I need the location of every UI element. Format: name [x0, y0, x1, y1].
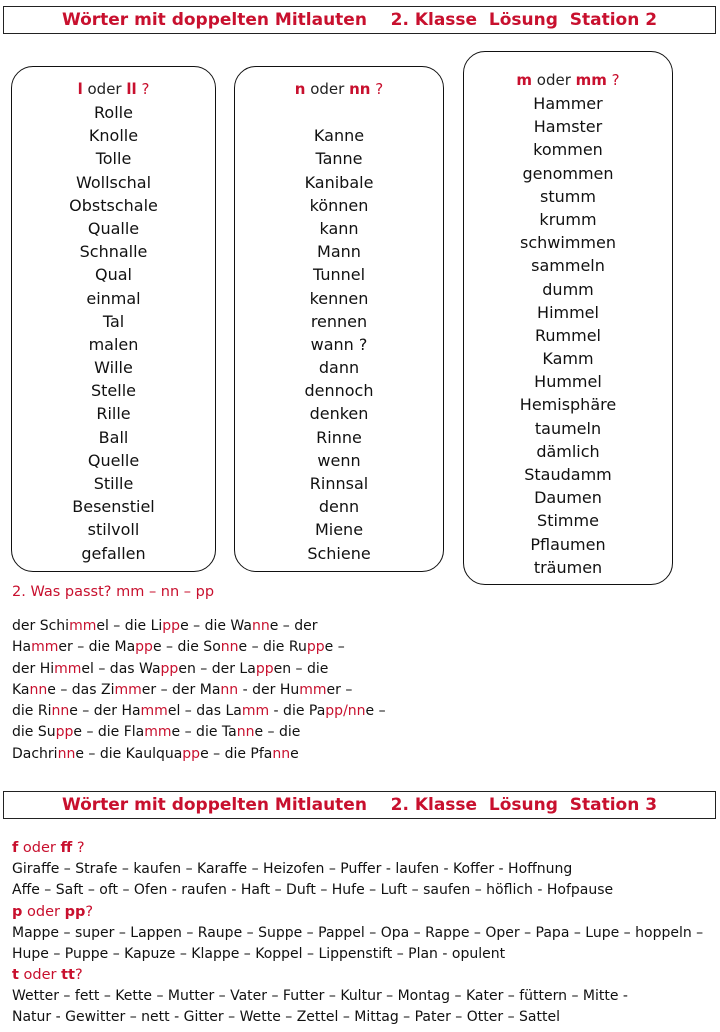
word-item: Hummel	[534, 372, 602, 392]
word-item: denn	[318, 497, 360, 517]
word-item: Tal	[102, 311, 125, 331]
word-item: Tanne	[315, 149, 363, 169]
group-line: Affe – Saft – oft – Ofen - raufen - Haft – Duft – Hufe – Luft – saufen – höflich - Hofpause	[12, 882, 614, 899]
highlighted-letters: nn	[57, 745, 76, 762]
word-list	[235, 101, 443, 565]
answer-text: e – die Ru	[238, 639, 307, 656]
word-item: gefallen	[81, 543, 146, 563]
answer-text: e –	[365, 703, 386, 720]
highlighted-letters: pp	[306, 639, 325, 656]
word-item: Miene	[314, 520, 364, 540]
highlighted-letters: nn	[272, 745, 291, 762]
answer-text: e – die Wa	[180, 618, 252, 634]
group-line: Hupe – Puppe – Kapuze – Klappe – Koppel – Lippenstift – Plan - opulent	[12, 945, 506, 962]
word-item: stumm	[540, 186, 596, 206]
highlighted-letters: mm	[31, 639, 59, 656]
answer-text: e – die	[254, 724, 301, 741]
highlighted-letters: nn	[51, 703, 70, 720]
word-item: Quelle	[87, 450, 140, 470]
word-item: Stimme	[537, 511, 599, 531]
word-item: einmal	[86, 288, 141, 308]
column-m-mm	[463, 51, 673, 585]
group-line: Natur - Gewitter – nett - Gitter – Wette – Zettel – Mittag – Pater – Otter – Sattel	[12, 1009, 560, 1026]
word-item: kann	[319, 218, 359, 238]
group-heading-f: f oder ff ?	[12, 840, 85, 856]
word-item: krumm	[539, 209, 597, 229]
word-item: wenn	[317, 450, 361, 470]
group-heading-p: p oder pp?	[12, 903, 94, 920]
word-item: Himmel	[537, 302, 599, 322]
highlighted-letters: nn	[220, 681, 239, 698]
highlighted-letters: nn	[251, 618, 270, 634]
word-item: kommen	[533, 140, 603, 160]
word-item: Rummel	[535, 325, 601, 345]
answer-text: der Hi	[12, 660, 55, 677]
word-item: Ball	[98, 427, 129, 447]
answer-text: en – die	[273, 660, 329, 677]
answer-text: en – der La	[178, 660, 256, 677]
highlighted-letters: mm	[54, 660, 82, 677]
highlighted-letters: nn	[29, 681, 48, 698]
word-item: Daumen	[534, 488, 602, 508]
word-item: dämlich	[536, 441, 600, 461]
highlighted-letters: pp	[135, 639, 153, 656]
word-item: Obstschale	[69, 195, 158, 215]
column-n-nn	[234, 66, 444, 572]
station2-title: Wörter mit doppelten Mitlauten 2. Klasse Lösung Station 2	[3, 6, 716, 34]
column-l-ll	[11, 66, 216, 572]
group-line: Giraffe – Strafe – kaufen – Karaffe – Heizofen – Puffer - laufen - Koffer - Hoffnung	[12, 861, 573, 877]
answer-text: Ha	[12, 639, 32, 656]
answer-line	[12, 722, 386, 743]
word-item: Schnalle	[79, 242, 148, 262]
question-heading: 2. Was passt? mm – nn – pp	[12, 584, 215, 600]
column-header: n oder nn ?	[294, 80, 384, 98]
word-item: Staudamm	[524, 465, 612, 484]
word-item: sammeln	[531, 256, 605, 276]
answer-text: e – die Fla	[73, 724, 145, 741]
highlighted-letters: pp/nn	[325, 703, 366, 720]
answer-text: e –	[324, 639, 345, 656]
answer-text: e – die Ta	[171, 724, 237, 741]
answer-line	[12, 701, 386, 722]
answer-text: die Su	[12, 724, 56, 741]
highlighted-letters: pp	[162, 618, 181, 634]
word-item: taumeln	[534, 418, 602, 438]
word-item: Tolle	[95, 149, 132, 169]
word-item: dann	[318, 358, 360, 378]
answer-text: e	[290, 745, 299, 762]
answer-text: Dachri	[12, 745, 58, 762]
answer-text: e – der	[269, 618, 318, 634]
word-item: können	[309, 195, 369, 215]
word-item: genommen	[522, 163, 614, 183]
column-header: m oder mm ?	[516, 71, 620, 89]
word-item: Tunnel	[312, 265, 366, 285]
word-item: denken	[309, 404, 369, 424]
highlighted-letters: pp	[255, 660, 274, 677]
highlighted-letters: mm	[299, 681, 327, 698]
answer-text: er – der Ma	[141, 681, 221, 698]
word-list	[12, 101, 215, 565]
answer-text: - die Pa	[269, 703, 326, 720]
word-item: Rille	[96, 404, 131, 424]
answer-text: - der Hu	[238, 681, 300, 698]
highlighted-letters: nn	[236, 724, 255, 741]
highlighted-letters: mm	[69, 618, 97, 634]
column-header: l oder ll ?	[77, 80, 150, 98]
group-line: Wetter – fett – Kette – Mutter – Vater – Futter – Kultur – Montag – Kater – füttern – Mitte -	[12, 988, 628, 1005]
word-item: dumm	[542, 279, 594, 299]
word-item: Knolle	[88, 126, 139, 146]
highlighted-letters: pp	[160, 660, 179, 677]
group-line: Mappe – super – Lappen – Raupe – Suppe – Pappel – Opa – Rappe – Oper – Papa – Lupe – hoppeln –	[12, 924, 704, 941]
word-item: malen	[88, 334, 139, 354]
word-item: Kanne	[313, 126, 365, 146]
word-item: schwimmen	[520, 233, 616, 253]
word-item: wann ?	[310, 334, 368, 354]
answer-line	[12, 744, 386, 765]
highlighted-letters: pp	[182, 745, 201, 762]
answer-text: el – das La	[167, 703, 242, 720]
word-item: Wille	[94, 358, 133, 378]
word-item: Wollschal	[75, 172, 152, 192]
highlighted-letters: mm	[144, 724, 172, 741]
word-item: Schiene	[307, 543, 371, 563]
station3-title: Wörter mit doppelten Mitlauten 2. Klasse Lösung Station 3	[3, 791, 716, 819]
word-item: Stelle	[90, 381, 136, 401]
word-item: rennen	[310, 311, 368, 331]
answer-text: Ka	[12, 681, 30, 698]
highlighted-letters: pp	[55, 724, 74, 741]
word-item	[235, 101, 443, 124]
word-item: Pflaumen	[530, 534, 606, 554]
highlighted-letters: mm	[241, 703, 270, 720]
answer-text: der Schi	[12, 618, 70, 634]
answer-text: e – die Kaulqua	[75, 745, 183, 762]
answer-line	[12, 680, 386, 701]
answer-line	[12, 616, 386, 637]
answer-lines	[12, 616, 386, 765]
word-item: stilvoll	[87, 520, 140, 540]
word-item: träumen	[533, 557, 603, 577]
word-item: Mann	[317, 242, 361, 262]
answer-text: e – die Pfa	[200, 745, 273, 762]
station3-content	[12, 838, 703, 1029]
word-item: Kanibale	[304, 172, 374, 192]
word-item: Hammer	[533, 94, 603, 113]
answer-text: e – die So	[152, 639, 221, 656]
highlighted-letters: nn	[220, 639, 239, 656]
answer-line	[12, 637, 386, 658]
answer-text: er –	[326, 681, 353, 698]
word-item: Hemisphäre	[519, 395, 617, 415]
answer-line	[12, 659, 386, 680]
highlighted-letters: mm	[140, 703, 168, 720]
group-heading-t: t oder tt?	[12, 967, 83, 984]
word-item: Rolle	[94, 103, 133, 122]
answer-text: die Ri	[12, 703, 52, 720]
word-item: dennoch	[304, 381, 374, 401]
word-item: kennen	[309, 288, 369, 308]
word-list	[464, 92, 672, 579]
answer-text: e – das Zi	[47, 681, 115, 698]
word-item: Qualle	[87, 218, 140, 238]
highlighted-letters: mm	[114, 681, 142, 698]
word-item: Besenstiel	[72, 497, 155, 517]
answer-text: el – das Wa	[81, 660, 161, 677]
answer-text: el – die Li	[96, 618, 163, 634]
answer-text: e – der Ha	[69, 703, 141, 720]
word-item: Qual	[95, 265, 132, 285]
word-item: Hamster	[533, 117, 603, 137]
word-item: Kamm	[542, 349, 594, 369]
answer-text: er – die Ma	[58, 639, 136, 656]
word-item: Rinne	[316, 427, 362, 447]
word-item: Rinnsal	[309, 474, 369, 493]
word-item: Stille	[93, 474, 134, 493]
